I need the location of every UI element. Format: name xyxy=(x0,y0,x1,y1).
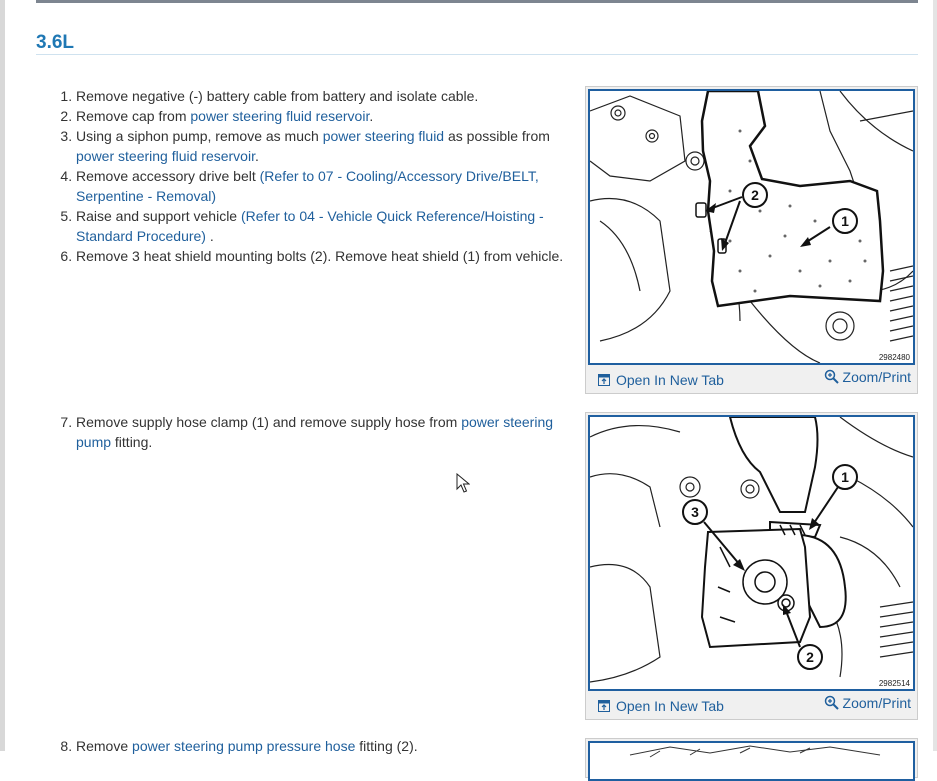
cross-reference-link[interactable]: power steering pump xyxy=(76,414,554,450)
heading-divider xyxy=(36,54,918,55)
open-in-new-tab-label: Open In New Tab xyxy=(616,372,724,388)
supply-hose-line-drawing xyxy=(590,417,913,689)
figure-toolbar xyxy=(586,693,917,719)
step-text: Remove xyxy=(76,738,133,754)
cross-reference-link[interactable]: power steering fluid xyxy=(322,128,445,144)
procedure-step xyxy=(76,126,576,166)
procedure-step xyxy=(76,206,576,246)
zoom-print-link[interactable] xyxy=(824,695,911,711)
step-text: Remove supply hose clamp (1) and remove supply hose from xyxy=(76,414,462,430)
open-new-tab-icon xyxy=(598,700,610,712)
callout-label: 2 xyxy=(751,187,759,203)
procedure-step xyxy=(76,106,576,126)
procedure-step xyxy=(76,166,576,206)
figure-supply-hose xyxy=(585,412,918,720)
figure-pressure-hose xyxy=(585,738,918,778)
cross-reference-link[interactable]: power steering pump pressure hose xyxy=(132,738,356,754)
open-new-tab-icon xyxy=(598,374,610,386)
step-text: Remove 3 heat shield mounting bolts (2). Remove heat shield (1) from vehicle. xyxy=(76,248,564,264)
cross-reference-link[interactable]: power steering fluid reservoir xyxy=(190,108,370,124)
open-in-new-tab-link[interactable] xyxy=(598,372,724,388)
figure-image-supply-hose[interactable] xyxy=(588,415,915,691)
figure-heat-shield xyxy=(585,86,918,394)
step-text: fitting. xyxy=(111,434,153,450)
callout-label: 1 xyxy=(841,213,849,229)
open-in-new-tab-link[interactable] xyxy=(598,698,724,714)
figure-code: 2982480 xyxy=(878,353,910,362)
figure-toolbar xyxy=(586,367,917,393)
step-text: Remove negative (-) battery cable from battery and isolate cable. xyxy=(76,88,479,104)
procedure-step-7 xyxy=(36,412,576,452)
step-text: Using a siphon pump, remove as much xyxy=(76,128,323,144)
section-heading: 3.6L xyxy=(36,32,75,53)
step-text: fitting (2). xyxy=(355,738,418,754)
procedure-step xyxy=(76,736,576,756)
procedure-step xyxy=(76,412,576,452)
cross-reference-link[interactable]: (Refer to 07 - Cooling/Accessory Drive/BELT, Serpentine - Removal) xyxy=(76,168,539,204)
procedure-steps-1-6 xyxy=(36,86,576,266)
zoom-print-link[interactable] xyxy=(824,369,911,385)
figure-image-heat-shield[interactable] xyxy=(588,89,915,365)
top-divider xyxy=(36,0,918,3)
procedure-step xyxy=(76,246,576,266)
pressure-hose-line-drawing xyxy=(590,743,913,779)
callout-label: 1 xyxy=(841,469,849,485)
left-page-edge xyxy=(0,0,5,751)
procedure-step-8 xyxy=(36,736,576,756)
heat-shield-line-drawing xyxy=(590,91,913,363)
step-text: Remove cap from xyxy=(76,108,191,124)
step-text: . xyxy=(205,228,214,244)
cross-reference-link[interactable]: power steering fluid reservoir xyxy=(76,148,255,164)
zoom-print-label: Zoom/Print xyxy=(842,695,911,711)
cross-reference-link[interactable]: (Refer to 04 - Vehicle Quick Reference/Hoisting - Standard Procedure) xyxy=(76,208,544,244)
step-text: . xyxy=(369,108,374,124)
callout-label: 3 xyxy=(691,504,699,520)
step-text: as possible from xyxy=(444,128,550,144)
mouse-pointer-icon xyxy=(456,473,470,493)
step-text: Remove accessory drive belt xyxy=(76,168,260,184)
scrollbar-track[interactable] xyxy=(933,0,937,751)
figure-image-pressure-hose[interactable] xyxy=(588,741,915,781)
zoom-print-label: Zoom/Print xyxy=(842,369,911,385)
step-text: . xyxy=(254,148,259,164)
figure-code: 2982514 xyxy=(878,679,910,688)
magnifier-plus-icon xyxy=(824,695,840,711)
procedure-step xyxy=(76,86,576,106)
open-in-new-tab-label: Open In New Tab xyxy=(616,698,724,714)
magnifier-plus-icon xyxy=(824,369,840,385)
step-text: Raise and support vehicle xyxy=(76,208,241,224)
callout-label: 2 xyxy=(806,649,814,665)
